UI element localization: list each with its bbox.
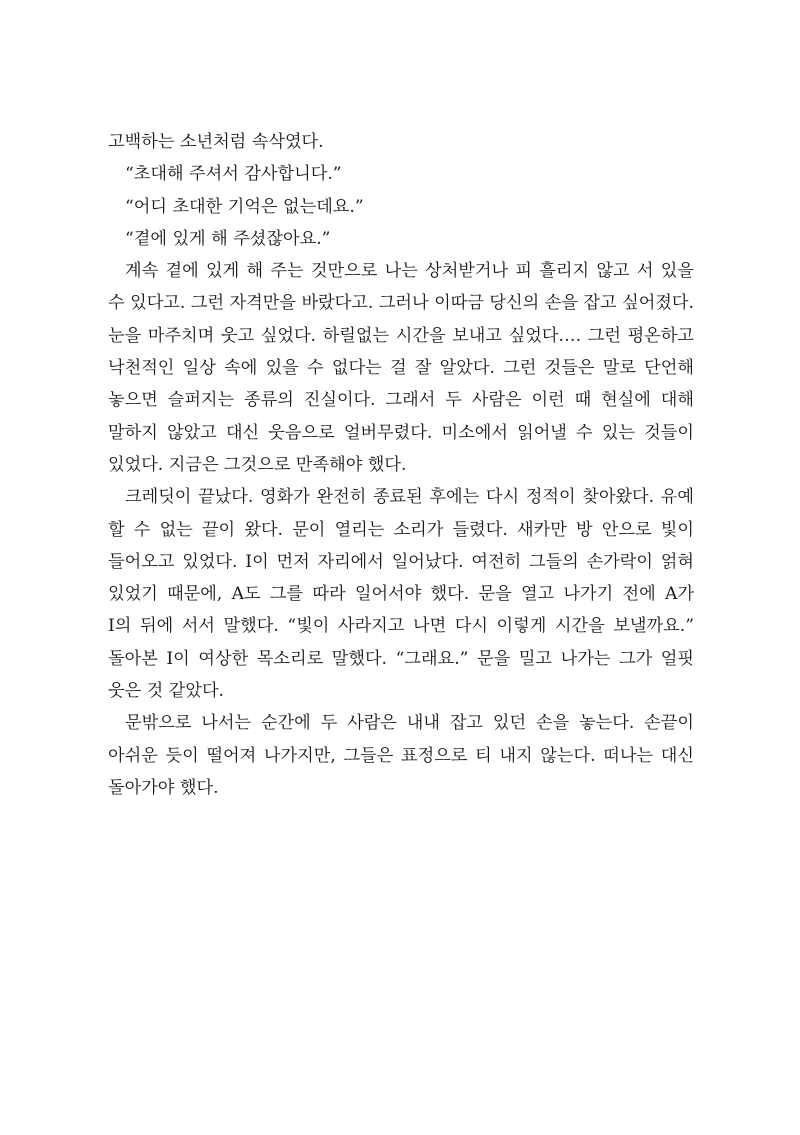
text-line: 계속 곁에 있게 해 주는 것만으로 나는 상처받거나 피 흘리지 않고 서 있을	[125, 261, 694, 282]
text-line: 수 있다고. 그런 자격만을 바랐다고. 그러나 이따금 당신의 손을 잡고 싶어졌다.	[108, 293, 694, 314]
text-line: 들어오고 있었다. I이 먼저 자리에서 일어났다. 여전히 그들의 손가락이 얽혀	[108, 551, 694, 572]
text-line: 돌아본 I이 여상한 목소리로 말했다. “그래요.” 문을 밀고 나가는 그가 얼핏	[108, 648, 694, 669]
text-line: 있었다. 지금은 그것으로 만족해야 했다.	[108, 454, 407, 475]
text-line: 말하지 않았고 대신 웃음으로 얼버무렸다. 미소에서 읽어낼 수 있는 것들이	[108, 422, 694, 443]
text-line: 있었기 때문에, A도 그를 따라 일어서야 했다. 문을 열고 나가기 전에 A가	[108, 584, 694, 605]
text-line: “초대해 주셔서 감사합니다.”	[125, 164, 342, 185]
text-line: 문밖으로 나서는 순간에 두 사람은 내내 잡고 있던 손을 놓는다. 손끝이	[125, 713, 694, 734]
text-line: 할 수 없는 끝이 왔다. 문이 열리는 소리가 들렸다. 새카만 방 안으로 빛이	[108, 519, 694, 540]
text-line: 눈을 마주치며 웃고 싶었다. 하릴없는 시간을 보내고 싶었다…. 그런 평온하고	[108, 325, 694, 346]
text-line: 놓으면 슬퍼지는 종류의 진실이다. 그래서 두 사람은 이런 때 현실에 대해	[108, 390, 694, 411]
text-line: 크레딧이 끝났다. 영화가 완전히 종료된 후에는 다시 정적이 찾아왔다. 유예	[125, 487, 694, 508]
text-line: “곁에 있게 해 주셨잖아요.”	[125, 228, 331, 249]
text-line: 아쉬운 듯이 떨어져 나가지만, 그들은 표정으로 티 내지 않는다. 떠나는 대신	[108, 745, 694, 766]
text-line: “어디 초대한 기억은 없는데요.”	[125, 196, 364, 217]
text-line: 낙천적인 일상 속에 있을 수 없다는 걸 잘 알았다. 그런 것들은 말로 단언해	[108, 358, 694, 379]
text-line: 웃은 것 같았다.	[108, 681, 225, 702]
text-line: 돌아가야 했다.	[108, 777, 219, 798]
text-line: I의 뒤에 서서 말했다. “빛이 사라지고 나면 다시 이렇게 시간을 보낼까요.”	[108, 616, 694, 637]
body-text	[108, 126, 694, 804]
text-line: 고백하는 소년처럼 속삭였다.	[108, 132, 324, 152]
